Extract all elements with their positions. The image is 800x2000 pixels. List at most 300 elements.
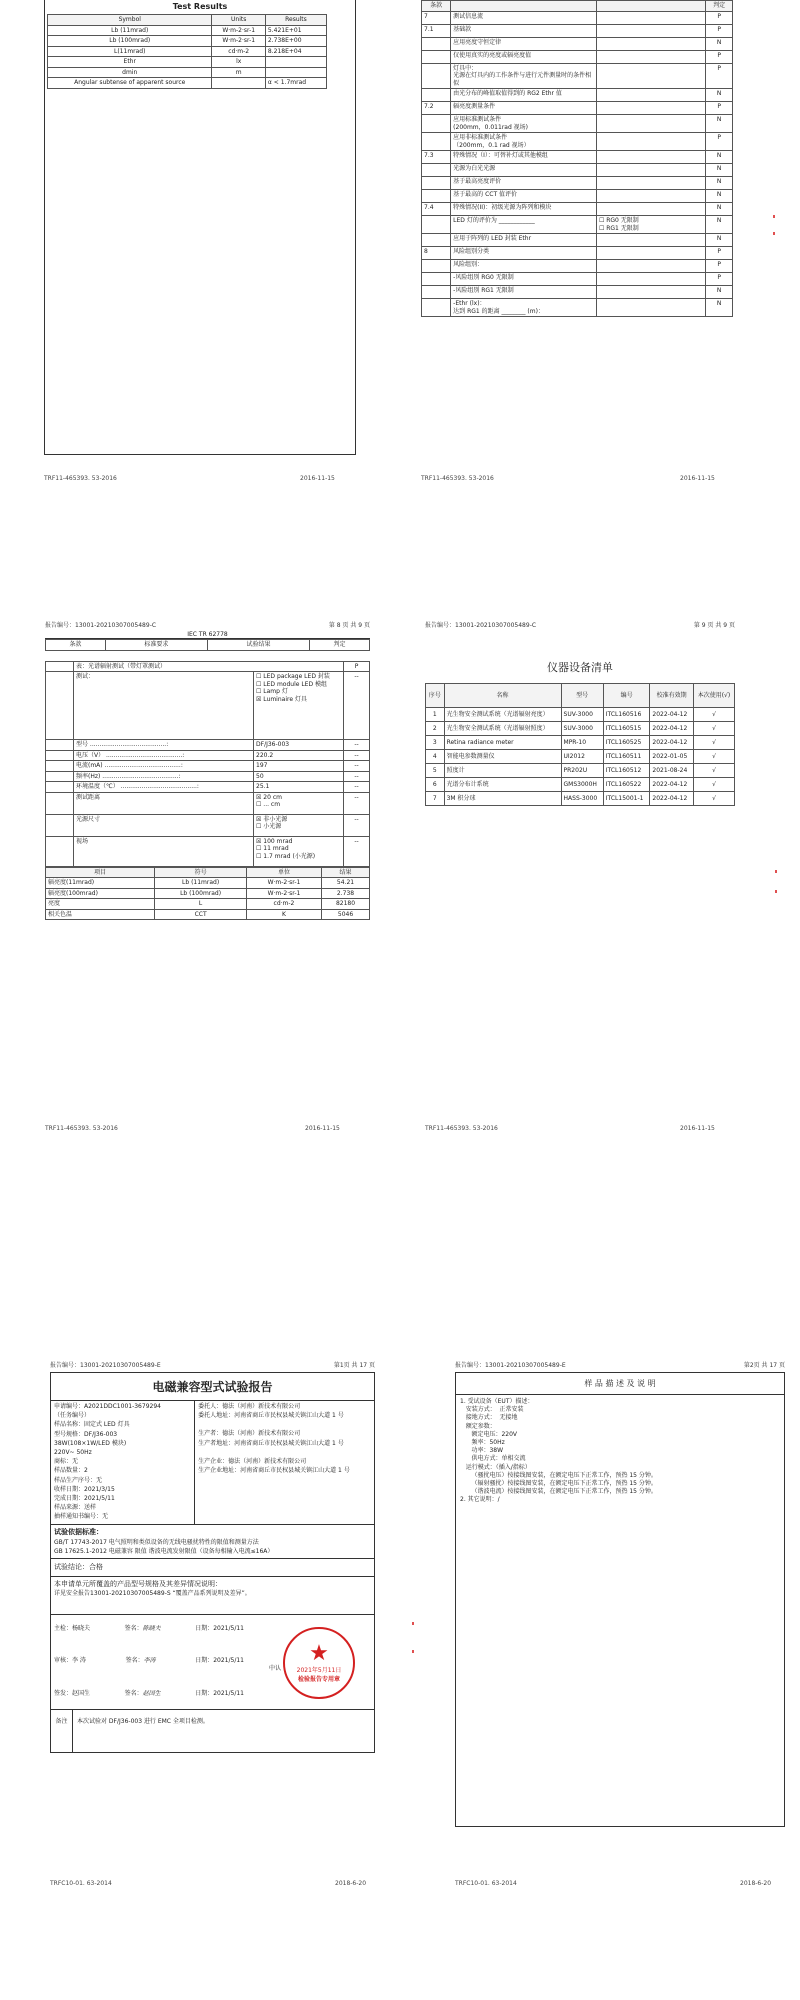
column-header: Symbol xyxy=(48,15,212,26)
verdict: P xyxy=(706,24,733,37)
table-row xyxy=(422,63,733,89)
field-label: 测试： xyxy=(74,672,254,740)
column-header: 条款 xyxy=(422,1,451,12)
table-cell: 2.738 xyxy=(322,888,370,899)
table-row xyxy=(426,792,735,806)
table-cell: 相关色温 xyxy=(46,909,155,920)
table-cell: α < 1.7mrad xyxy=(265,78,326,89)
column-header: Units xyxy=(212,15,265,26)
footer-right: 2016-11-15 xyxy=(680,1125,715,1132)
table-cell: HASS-3000 xyxy=(561,792,603,806)
clause-result xyxy=(596,50,705,63)
table-cell: MPR-10 xyxy=(561,736,603,750)
client-info-line: 生产企业地址：河南省商丘市民权县城关镇江山大道 1 号 xyxy=(198,1466,350,1474)
table-row xyxy=(422,37,733,50)
page-number: 第 8 页 共 9 页 xyxy=(328,622,370,629)
description-line: 接地方式： 无接地 xyxy=(460,1414,518,1422)
table-cell: √ xyxy=(693,722,734,736)
client-info-line: 生产者：德法（河南）新技术有限公司 xyxy=(198,1430,301,1438)
table-row: 测试： ☐ LED package LED 封装 ☐ LED module LED 模组 ☐ Lamp 灯 ☒ Luminaire 灯具 -- xyxy=(46,672,370,740)
table-row xyxy=(48,57,327,68)
client-info xyxy=(195,1401,374,1524)
coverage-note-title: 本申请单元所覆盖的产品型号规格及其差异情况说明： xyxy=(54,1579,222,1588)
checkbox-option: ☐ 1.7 mrad (小光源) xyxy=(256,852,316,860)
sample-info-line: 38W(108×1W/LED 模块) xyxy=(54,1439,127,1447)
table-cell: 光谱分布计系统 xyxy=(444,778,561,792)
table-cell: 照度计 xyxy=(444,764,561,778)
clause-result xyxy=(596,190,705,203)
column-header: 符号 xyxy=(155,867,247,878)
margin-mark xyxy=(775,890,777,893)
table-cell: √ xyxy=(693,750,734,764)
verdict: N xyxy=(706,203,733,216)
checkbox-option: ☐ RG0 无限制 xyxy=(598,217,639,224)
footer-left: TRF11-465393. 53-2016 xyxy=(44,475,117,482)
field-options xyxy=(254,814,344,836)
table-cell: ITCL160516 xyxy=(603,708,650,722)
table-row: 光源尺寸 ☒ 非小光源 ☐ 小光源 -- xyxy=(46,814,370,836)
verdict: N xyxy=(706,234,733,247)
table-row xyxy=(422,247,733,260)
verdict: N xyxy=(706,299,733,317)
table-cell: ITCL160515 xyxy=(603,722,650,736)
clause-text: 基于最高的 CCT 值评价 xyxy=(451,190,597,203)
clause-result xyxy=(596,260,705,273)
table-row xyxy=(422,89,733,102)
clause-text: -风险组别 RG0 无限制 xyxy=(451,273,597,286)
table-row xyxy=(422,234,733,247)
clause-header xyxy=(45,639,370,651)
field-options xyxy=(254,792,344,814)
table-cell: 5046 xyxy=(322,909,370,920)
table-row xyxy=(46,878,370,889)
clause-text: 风险组别分类 xyxy=(451,247,597,260)
report-number: 报告编号：13001-20210307005489-E xyxy=(455,1362,566,1369)
table-cell: 2.738E+00 xyxy=(265,36,326,47)
table-row xyxy=(422,11,733,24)
clause-number xyxy=(422,177,451,190)
client-info-line xyxy=(198,1421,371,1428)
table-cell: 辐亮度(100mrad) xyxy=(46,888,155,899)
clause-text: 基础款 xyxy=(451,24,597,37)
sample-description-frame xyxy=(455,1372,785,1827)
footer-left: TRFC10-01. 63-2014 xyxy=(455,1880,517,1887)
clause-text: 灯具中： 光源在灯具内的工作条件与进行元件测量时的条件相似 xyxy=(451,63,597,89)
table-row xyxy=(422,151,733,164)
table-cell: 智能电参数测量仪 xyxy=(444,750,561,764)
table-row xyxy=(46,909,370,920)
table-cell: GMS3000H xyxy=(561,778,603,792)
clause-number: 7.2 xyxy=(422,102,451,115)
report-number: 报告编号：13001-20210307005489-C xyxy=(45,622,157,629)
clause-number xyxy=(422,234,451,247)
field-label: 环境温度（℃） ........................................: xyxy=(74,782,254,793)
table-cell: 2022-04-12 xyxy=(650,792,694,806)
table-cell: 54.21 xyxy=(322,878,370,889)
footer-left: TRF11-465393. 53-2016 xyxy=(45,1125,118,1132)
table-cell: Lb (11mrad) xyxy=(155,878,247,889)
client-info-line xyxy=(198,1449,371,1456)
clause-result xyxy=(596,102,705,115)
clause-result xyxy=(596,89,705,102)
clause-number xyxy=(422,216,451,234)
client-info-line: 委托人地址：河南省商丘市民权县城关镇江山大道 1 号 xyxy=(198,1412,344,1420)
field-label: 型号 ........................................: xyxy=(74,740,254,751)
table-cell xyxy=(265,57,326,68)
description-line: 1. 受试设备（EUT）描述： xyxy=(460,1398,534,1405)
column-header: 试验结果 xyxy=(207,640,309,651)
table-cell: √ xyxy=(693,708,734,722)
sample-info-line: 样品名称：固定式 LED 灯具 xyxy=(54,1421,130,1429)
column-header xyxy=(596,1,705,12)
table-cell: ITCL160525 xyxy=(603,736,650,750)
table-row xyxy=(426,750,735,764)
test-results-title: Test Results xyxy=(172,2,228,11)
clause-text: -Ethr (lx)： 达到 RG1 的距离 ________ (m)： xyxy=(451,299,597,317)
description-line: （谐波电流）按接线图安装，在额定电压下正常工作，预热 15 分钟。 xyxy=(460,1488,657,1496)
section-title: 表：光谱辐射测试（带灯罩测试） xyxy=(74,661,344,672)
table-cell xyxy=(265,67,326,78)
table-row xyxy=(422,190,733,203)
table-cell: ITCL160512 xyxy=(603,764,650,778)
table-cell: Lb (11mrad) xyxy=(48,25,212,36)
table-cell: √ xyxy=(693,736,734,750)
verdict: N xyxy=(706,190,733,203)
table-cell: W·m-2·sr-1 xyxy=(246,878,321,889)
page-number: 第2页 共 17 页 xyxy=(743,1362,785,1369)
table-cell: 3M 积分球 xyxy=(444,792,561,806)
equipment-table xyxy=(425,683,735,806)
table-row xyxy=(426,778,735,792)
spectral-test-table xyxy=(45,661,370,867)
table-cell: 8.218E+04 xyxy=(265,46,326,57)
sample-info-line: 样品来源：送样 xyxy=(54,1504,97,1512)
page-5 xyxy=(50,1360,430,1900)
clause-number xyxy=(422,50,451,63)
table-cell: L xyxy=(155,899,247,910)
clause-result xyxy=(596,115,705,133)
table-row: 电压（V） ........................................: 220.2 -- xyxy=(46,750,370,761)
column-header: 序号 xyxy=(426,684,445,708)
field-label: 电压（V） ........................................: xyxy=(74,750,254,761)
clause-number: 7.1 xyxy=(422,24,451,37)
description-line: 频率：50Hz xyxy=(460,1438,505,1446)
table-row xyxy=(422,286,733,299)
checkbox-option: ☐ LED package LED 封装 xyxy=(256,673,330,681)
table-row xyxy=(426,722,735,736)
clause-text: 应用非标准测试条件 （200mm，0.1 rad 视场） xyxy=(451,133,597,151)
sample-info-line: 抽样通知书编号：无 xyxy=(54,1513,109,1521)
verdict: N xyxy=(706,286,733,299)
clause-result xyxy=(596,37,705,50)
standard-line: GB 17625.1-2012 电磁兼容 限值 谐波电流发射限值（设备每相输入电流≤16A） xyxy=(54,1548,274,1556)
table-cell: ITCL15001-1 xyxy=(603,792,650,806)
column-header xyxy=(451,1,597,12)
signature: 陈晓夫 xyxy=(142,1624,161,1632)
coverage-note: 详见安全报告13001-20210307005489-S “覆盖产品系列说明及差异”。 xyxy=(54,1589,251,1597)
result-table xyxy=(45,867,370,921)
sample-description-body xyxy=(456,1395,784,1507)
verdict: P xyxy=(706,273,733,286)
table-cell: 2 xyxy=(426,722,445,736)
clause-number: 7 xyxy=(422,11,451,24)
remark-label: 备注 xyxy=(51,1710,73,1752)
table-cell: CCT xyxy=(155,909,247,920)
description-line: 功率：38W xyxy=(460,1447,504,1455)
table-cell: dmin xyxy=(48,67,212,78)
table-row xyxy=(422,24,733,37)
table-cell: ITCL160511 xyxy=(603,750,650,764)
verdict: N xyxy=(706,164,733,177)
field-label: 电流(mA) ........................................: xyxy=(74,761,254,772)
clause-text: LED 灯的评价为 ____________ xyxy=(451,216,597,234)
table-cell: W·m-2·sr-1 xyxy=(212,36,265,47)
margin-mark xyxy=(775,870,777,873)
column-header: 结果 xyxy=(322,867,370,878)
org-short: 中认 xyxy=(269,1664,282,1672)
footer-right: 2016-11-15 xyxy=(305,1125,340,1132)
client-info-line: 委托人：德法（河南）新技术有限公司 xyxy=(198,1403,301,1410)
report-number: 报告编号：13001-20210307005489-E xyxy=(50,1362,161,1369)
verdict: N xyxy=(706,177,733,190)
table-row xyxy=(426,764,735,778)
field-value: 197 xyxy=(254,761,344,772)
page-1 xyxy=(30,0,410,490)
table-row xyxy=(426,708,735,722)
clause-result xyxy=(596,299,705,317)
sample-description-title: 样 品 描 述 及 说 明 xyxy=(456,1373,784,1395)
clause-text: 特殊情况（I）：可替补灯或其他模组 xyxy=(451,151,597,164)
column-header: 校准有效期 xyxy=(650,684,694,708)
checkbox-option: ☒ 非小光源 xyxy=(256,815,288,823)
footer-left: TRFC10-01. 63-2014 xyxy=(50,1880,112,1887)
verdict: P xyxy=(706,260,733,273)
checkbox-option: ☒ 100 mrad xyxy=(256,837,293,845)
table-cell: SUV-3000 xyxy=(561,722,603,736)
clause-number: 7.4 xyxy=(422,203,451,216)
table-row xyxy=(48,67,327,78)
footer-right: 2016-11-15 xyxy=(680,475,715,482)
signature: 李涛 xyxy=(143,1656,156,1664)
clause-text: 特殊情况(II)：初级光源为阵列和模块 xyxy=(451,203,597,216)
table-cell: m xyxy=(212,67,265,78)
clause-result xyxy=(596,24,705,37)
star-icon: ★ xyxy=(309,1640,329,1666)
clause-result xyxy=(596,286,705,299)
clause-number xyxy=(422,89,451,102)
table-row: 频率(Hz) ........................................: 50 -- xyxy=(46,771,370,782)
table-cell: Angular subtense of apparent source xyxy=(48,78,212,89)
field-value: 220.2 xyxy=(254,750,344,761)
sign-row-issuer: 签发：赵国生 签名：赵国生 日期：2021/5/11 xyxy=(54,1689,244,1697)
standard-label: IEC TR 62778 xyxy=(45,631,370,639)
column-header: 本次使用(√) xyxy=(693,684,734,708)
clause-text: 由光分布的峰值取值得到的 RG2 Ethr 值 xyxy=(451,89,597,102)
sample-info-line: 完成日期：2021/5/11 xyxy=(54,1494,115,1502)
clause-number xyxy=(422,190,451,203)
table-row xyxy=(422,133,733,151)
checkbox-option: ☐ Lamp 灯 xyxy=(256,688,288,696)
sample-info-line: 收样日期：2021/3/15 xyxy=(54,1485,115,1493)
clause-text: 风险组别： xyxy=(451,260,597,273)
table-cell: 4 xyxy=(426,750,445,764)
signature: 赵国生 xyxy=(142,1689,161,1697)
clause-number xyxy=(422,133,451,151)
table-row xyxy=(48,46,327,57)
table-cell: 2022-04-12 xyxy=(650,708,694,722)
clause-result xyxy=(596,234,705,247)
clause-result xyxy=(596,151,705,164)
clause-text: 应用于阵列的 LED 封装 Ethr xyxy=(451,234,597,247)
conclusion: 试验结论：合格 xyxy=(51,1559,374,1576)
table-cell: SUV-3000 xyxy=(561,708,603,722)
column-header: 判定 xyxy=(310,640,370,651)
table-cell: 6 xyxy=(426,778,445,792)
column-header: 名称 xyxy=(444,684,561,708)
table-cell: W·m-2·sr-1 xyxy=(212,25,265,36)
column-header: 条款 xyxy=(46,640,106,651)
table-cell: 2022-04-12 xyxy=(650,736,694,750)
basis-title: 试验依据标准： xyxy=(54,1528,103,1537)
table-row: 型号 ........................................: DF/J36-003 -- xyxy=(46,740,370,751)
footer-right: 2018-6-20 xyxy=(335,1880,367,1887)
table-row: 电流(mA) ........................................: 197 -- xyxy=(46,761,370,772)
table-cell: 5.421E+01 xyxy=(265,25,326,36)
verdict: P xyxy=(706,102,733,115)
clause-text: 基于最高亮度评价 xyxy=(451,177,597,190)
report-number: 报告编号：13001-20210307005489-C xyxy=(425,622,537,629)
field-options xyxy=(254,672,344,740)
table-cell: 2022-01-05 xyxy=(650,750,694,764)
table-cell: √ xyxy=(693,778,734,792)
column-header: Results xyxy=(265,15,326,26)
table-cell: √ xyxy=(693,764,734,778)
table-cell: 2021-08-24 xyxy=(650,764,694,778)
clause-number: 8 xyxy=(422,247,451,260)
verdict: N xyxy=(706,37,733,50)
equipment-list-title: 仪器设备清单 xyxy=(547,661,613,674)
table-row xyxy=(48,78,327,89)
table-row xyxy=(422,164,733,177)
table-cell: cd·m-2 xyxy=(246,899,321,910)
checkbox-option: ☒ 20 cm xyxy=(256,793,282,801)
field-label: 测试距离 xyxy=(74,792,254,814)
margin-mark xyxy=(412,1622,414,1625)
footer-left: TRF11-465393. 53-2016 xyxy=(425,1125,498,1132)
remark-text: 本次试验对 DF/J36-003 进行 EMC 全项目检测。 xyxy=(77,1717,209,1725)
sample-info-line: 样品生产序号：无 xyxy=(54,1476,103,1484)
table-row xyxy=(422,50,733,63)
table-cell: cd·m-2 xyxy=(212,46,265,57)
sample-info-line: （任务编号） xyxy=(54,1412,91,1420)
table-header-row xyxy=(422,1,733,12)
table-row: 测试距离 ☒ 20 cm ☐ ... cm -- xyxy=(46,792,370,814)
clause-result xyxy=(596,203,705,216)
footer-right: 2016-11-15 xyxy=(300,475,335,482)
clause-result xyxy=(596,216,705,234)
emc-report-title: 电磁兼容型式试验报告 xyxy=(51,1373,374,1401)
verdict: P xyxy=(706,63,733,89)
clause-number xyxy=(422,115,451,133)
footer-left: TRF11-465393. 53-2016 xyxy=(421,475,494,482)
page-3 xyxy=(45,620,425,1140)
table-cell: √ xyxy=(693,792,734,806)
clause-number: 7.3 xyxy=(422,151,451,164)
clause-result xyxy=(596,177,705,190)
table-row xyxy=(422,203,733,216)
clause-text: 应用标准测试条件 (200mm，0.011rad 视场) xyxy=(451,115,597,133)
clause-text: 仅使用真实的亮度或辐亮度值 xyxy=(451,50,597,63)
table-cell: ITCL160522 xyxy=(603,778,650,792)
sample-info-line: 型号规格：DF/J36-003 xyxy=(54,1430,118,1438)
table-cell: Retina radiance meter xyxy=(444,736,561,750)
clause-number xyxy=(422,273,451,286)
page-6 xyxy=(455,1360,800,1900)
table-row xyxy=(422,115,733,133)
table-row xyxy=(48,25,327,36)
page-number: 第1页 共 17 页 xyxy=(333,1362,375,1369)
clause-text: -风险组别 RG1 无限制 xyxy=(451,286,597,299)
clause-number xyxy=(422,286,451,299)
clause-result xyxy=(596,11,705,24)
client-info-line: 生产者地址：河南省商丘市民权县城关镇江山大道 1 号 xyxy=(198,1439,344,1447)
sample-info-line: 商标：无 xyxy=(54,1458,79,1466)
verdict: P xyxy=(706,133,733,151)
official-seal: ★ 2021年5月11日 检验报告专用章 xyxy=(283,1627,355,1699)
column-header: 判定 xyxy=(706,1,733,12)
field-label: 频率(Hz) ........................................: xyxy=(74,771,254,782)
table-cell: 光生物安全测试系统（光谱辐射亮度） xyxy=(444,708,561,722)
verdict: N xyxy=(706,216,733,234)
field-label: 光源尺寸 xyxy=(74,814,254,836)
table-row xyxy=(422,102,733,115)
checkbox-option: ☐ RG1 无限制 xyxy=(598,224,639,232)
verdict: P xyxy=(706,11,733,24)
table-cell: 光生物安全测试系统（光谱辐射照度） xyxy=(444,722,561,736)
table-cell: K xyxy=(246,909,321,920)
table-cell: 3 xyxy=(426,736,445,750)
column-header: 编号 xyxy=(603,684,650,708)
description-line: 2. 其它说明：/ xyxy=(460,1496,500,1504)
table-cell: lx xyxy=(212,57,265,68)
footer-right: 2018-6-20 xyxy=(740,1880,772,1887)
sample-info-line: 申请编号：A2021DDC1001-3679294 xyxy=(54,1403,161,1410)
verdict: N xyxy=(706,151,733,164)
table-cell: PR202U xyxy=(561,764,603,778)
clause-text: 光源为白光光源 xyxy=(451,164,597,177)
description-line: 额定电压：220V xyxy=(460,1430,518,1438)
column-header: 单位 xyxy=(246,867,321,878)
table-cell: 辐亮度(11mrad) xyxy=(46,878,155,889)
evaluation-table xyxy=(421,0,733,317)
margin-mark xyxy=(412,1650,414,1653)
clause-text: 辐亮度测量条件 xyxy=(451,102,597,115)
table-row xyxy=(46,888,370,899)
table-cell: 亮度 xyxy=(46,899,155,910)
table-cell: 7 xyxy=(426,792,445,806)
table-cell: Lb (100mrad) xyxy=(48,36,212,47)
clause-number xyxy=(422,164,451,177)
clause-result xyxy=(596,164,705,177)
checkbox-option: ☒ Luminaire 灯具 xyxy=(256,695,307,703)
table-row xyxy=(422,216,733,234)
clause-number xyxy=(422,63,451,89)
description-line: 运行模式：（插入/指标） xyxy=(460,1463,531,1471)
description-line: （骚扰电压）按接线图安装，在额定电压下正常工作，预热 15 分钟。 xyxy=(460,1471,657,1479)
clause-result xyxy=(596,247,705,260)
table-row xyxy=(422,273,733,286)
field-value: DF/J36-003 xyxy=(254,740,344,751)
